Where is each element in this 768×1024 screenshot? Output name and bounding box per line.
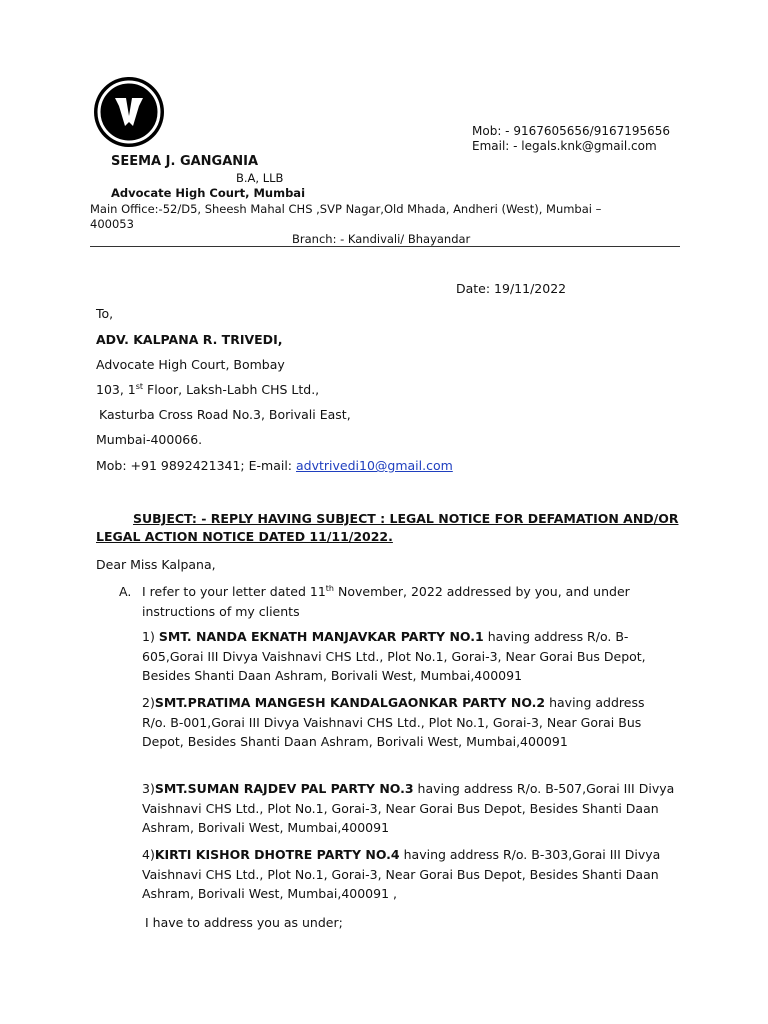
paragraph-a: I refer to your letter dated 11th November, 2022 addressed by you, and under instructions of my clients (142, 583, 630, 619)
recipient-address-line2: Kasturba Cross Road No.3, Borivali East, (99, 407, 351, 422)
header-mobile: Mob: - 9167605656/9167195656 (472, 124, 671, 138)
advocate-degree: B.A, LLB (236, 171, 284, 185)
advocate-name: SEEMA J. GANGANIA (111, 154, 259, 169)
letter-date: Date: 19/11/2022 (456, 281, 567, 296)
party-4: 4)KIRTI KISHOR DHOTRE PARTY NO.4 having address R/o. B-303,Gorai III Divya Vaishnavi CHS Ltd., Plot No.1, Gorai-3, Near Gorai Bus Depot, Besides Shanti Daan Ashram, Borivali West, Mumbai,400091 , (142, 847, 661, 901)
recipient-contact: Mob: +91 9892421341; E-mail: advtrivedi10@gmail.com (96, 458, 453, 473)
recipient-email-link[interactable]: advtrivedi10@gmail.com (296, 458, 453, 473)
party-2: 2)SMT.PRATIMA MANGESH KANDALGAONKAR PARTY NO.2 having address R/o. B-001,Gorai III Divya Vaishnavi CHS Ltd., Plot No.1, Gorai-3, Near Gorai Bus Depot, Besides Shanti Daan Ashram, Borivali West, Mumbai,400091 (142, 695, 645, 749)
recipient-name: ADV. KALPANA R. TRIVEDI, (96, 332, 283, 347)
salutation: Dear Miss Kalpana, (96, 557, 216, 572)
recipient-address-line1: 103, 1st Floor, Laksh-Labh CHS Ltd., (96, 381, 320, 397)
paragraph-a-marker: A. (119, 584, 132, 599)
header-email: Email: - legals.knk@gmail.com (472, 139, 657, 153)
advocate-title: Advocate High Court, Mumbai (111, 186, 306, 200)
office-address-line2: 400053 (90, 217, 134, 231)
party-1: 1) SMT. NANDA EKNATH MANJAVKAR PARTY NO.1 having address R/o. B-605,Gorai III Divya Vaishnavi CHS Ltd., Plot No.1, Gorai-3, Near Gorai Bus Depot, Besides Shanti Daan Ashram, Borivali West, Mumbai,400091 (142, 629, 646, 683)
subject-line1: SUBJECT: - REPLY HAVING SUBJECT : LEGAL NOTICE FOR DEFAMATION AND/OR (133, 511, 679, 526)
advocate-emblem-logo (93, 76, 165, 148)
office-address-line1: Main Office:-52/D5, Sheesh Mahal CHS ,SVP Nagar,Old Mhada, Andheri (West), Mumbai – (90, 202, 602, 216)
branch-line: Branch: - Kandivali/ Bhayandar (292, 232, 471, 246)
recipient-title: Advocate High Court, Bombay (96, 357, 285, 372)
to-line: To, (96, 306, 114, 321)
recipient-address-line3: Mumbai-400066. (96, 432, 203, 447)
closing-line: I have to address you as under; (145, 915, 343, 930)
header-divider (90, 246, 680, 247)
subject-line2: LEGAL ACTION NOTICE DATED 11/11/2022. (96, 529, 393, 544)
party-3: 3)SMT.SUMAN RAJDEV PAL PARTY NO.3 having address R/o. B-507,Gorai III Divya Vaishnavi CHS Ltd., Plot No.1, Gorai-3, Near Gorai Bus Depot, Besides Shanti Daan Ashram, Borivali West, Mumbai,400091 (142, 781, 675, 835)
